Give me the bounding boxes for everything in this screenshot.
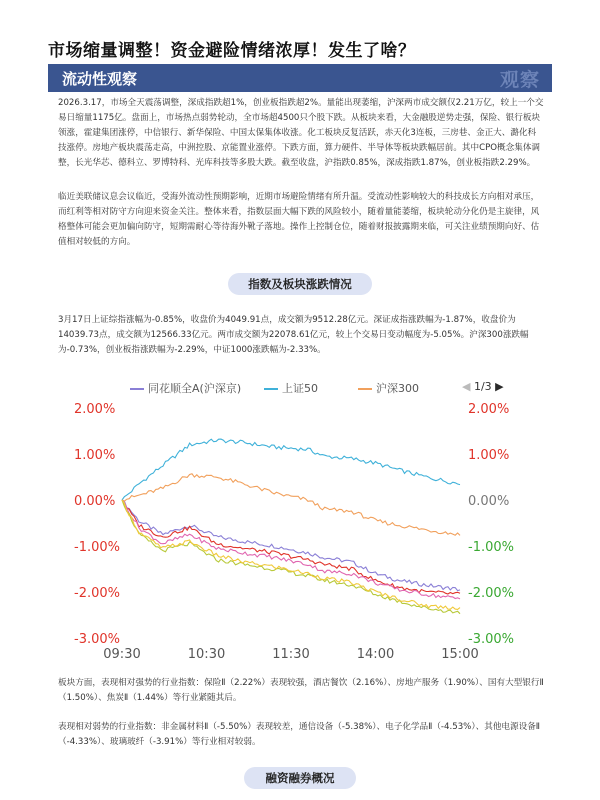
y-tick-left: -3.00% <box>74 632 120 647</box>
banner-label: 流动性观察 <box>62 70 138 88</box>
x-tick-label: 10:30 <box>187 647 226 662</box>
index-intraday-chart <box>70 372 530 664</box>
y-tick-right: 1.00% <box>468 448 510 463</box>
legend-label: 同花顺全A(沪深京) <box>148 382 242 395</box>
weak-sectors-paragraph: 表现相对弱势的行业指数：非金属材料Ⅱ（-5.50%）表现较差，通信设备（-5.38%）、电子化学品Ⅱ（-4.53%）、其他电源设备Ⅱ（-4.33%）、玻璃玻纤（-3.91%）等行业相对较弱。 <box>58 722 541 747</box>
banner-bg-word: 观察 <box>499 69 540 91</box>
y-tick-left: 0.00% <box>74 494 116 509</box>
legend-label: 上证50 <box>282 382 318 395</box>
index-stats-paragraph: 3月17日上证综指涨幅为-0.85%，收盘价为4049.91点，成交额为9512.28亿元。深证成指涨跌幅为-1.87%，收盘价为14039.73点，成交额为12566.33亿元。两市成交额为22078.61亿元，较上个交易日变动幅度为-5.05%。沪深300涨跌幅为-0.73%，创业板指涨跌幅为-2.29%，中证1000涨跌幅为-2.33%。 <box>58 315 529 355</box>
x-tick-label: 14:00 <box>356 647 395 662</box>
series-line <box>122 439 460 500</box>
margin-section-heading: 融资融券概况 <box>244 767 356 789</box>
y-tick-right: 2.00% <box>468 402 510 417</box>
y-tick-right: -2.00% <box>468 586 514 601</box>
indices-section-heading: 指数及板块涨跌情况 <box>228 273 372 295</box>
y-tick-right: -1.00% <box>468 540 514 555</box>
x-tick-label: 09:30 <box>103 647 141 662</box>
legend-prev-icon[interactable]: ◀ <box>462 380 471 393</box>
outlook-paragraph: 临近美联储议息会议临近，受海外流动性预期影响，近期市场避险情绪有所升温。受流动性影响较大的科技成长方向相对承压，而红利等相对防守方向迎来资金关注。整体来看，指数层面大幅下跌的风险较小，随着量能萎缩，板块轮动分化仍是主旋律，风格整体可能会更加偏向防守，短期需耐心等待海外靴子落地。操作上控制仓位，随着财报披露期来临，可关注业绩预期向好、估值相对较低的方向。 <box>58 192 540 247</box>
y-tick-left: 2.00% <box>74 402 116 417</box>
legend-label: 沪深300 <box>376 382 419 395</box>
series-line <box>122 500 460 591</box>
section-banner <box>48 64 552 92</box>
series-line <box>122 474 460 536</box>
y-tick-left: -2.00% <box>74 586 120 601</box>
series-line <box>122 500 460 614</box>
y-tick-right: -3.00% <box>468 632 514 647</box>
strong-sectors-paragraph: 板块方面，表现相对强势的行业指数：保险Ⅱ（2.22%）表现较强，酒店餐饮（2.16%）、房地产服务（1.90%）、国有大型银行Ⅱ（1.50%）、焦炭Ⅱ（1.44%）等行业紧随其后。 <box>58 678 544 703</box>
y-tick-right: 0.00% <box>468 494 510 509</box>
legend-page-indicator: 1/3 <box>473 380 492 393</box>
x-tick-label: 11:30 <box>272 647 310 662</box>
y-tick-left: -1.00% <box>74 540 120 555</box>
x-tick-label: 15:00 <box>441 647 479 662</box>
y-tick-left: 1.00% <box>74 448 116 463</box>
legend-next-icon[interactable]: ▶ <box>495 380 504 393</box>
market-summary-paragraph: 2026.3.17，市场全天震荡调整，深成指跌超1%，创业板指跌超2%。量能出现萎缩，沪深两市成交额仅2.21万亿，较上一个交易日缩量1175亿。盘面上，市场热点弱势轮动，全市场超4500只个股下跌。从板块来看，大金融股逆势走强，保险、银行板块领涨，霍建集团涨停，中信银行、新华保险、中国太保集体收涨。化工板块反复活跃，赤天化3连板，三房巷、金正大、潞化科技涨停。房地产板块震荡走高，中洲控股、京能置业涨停。下跌方面，算力硬件、半导体等板块跌幅居前。其中CPO概念集体调整，长光华芯、德科立、罗博特科、光库科技等多股大跌。截至收盘，沪指跌0.85%，深成指跌1.87%，创业板指跌2.29%。 <box>58 98 544 168</box>
article-title: 市场缩量调整！资金避险情绪浓厚！发生了啥？ <box>48 41 416 61</box>
